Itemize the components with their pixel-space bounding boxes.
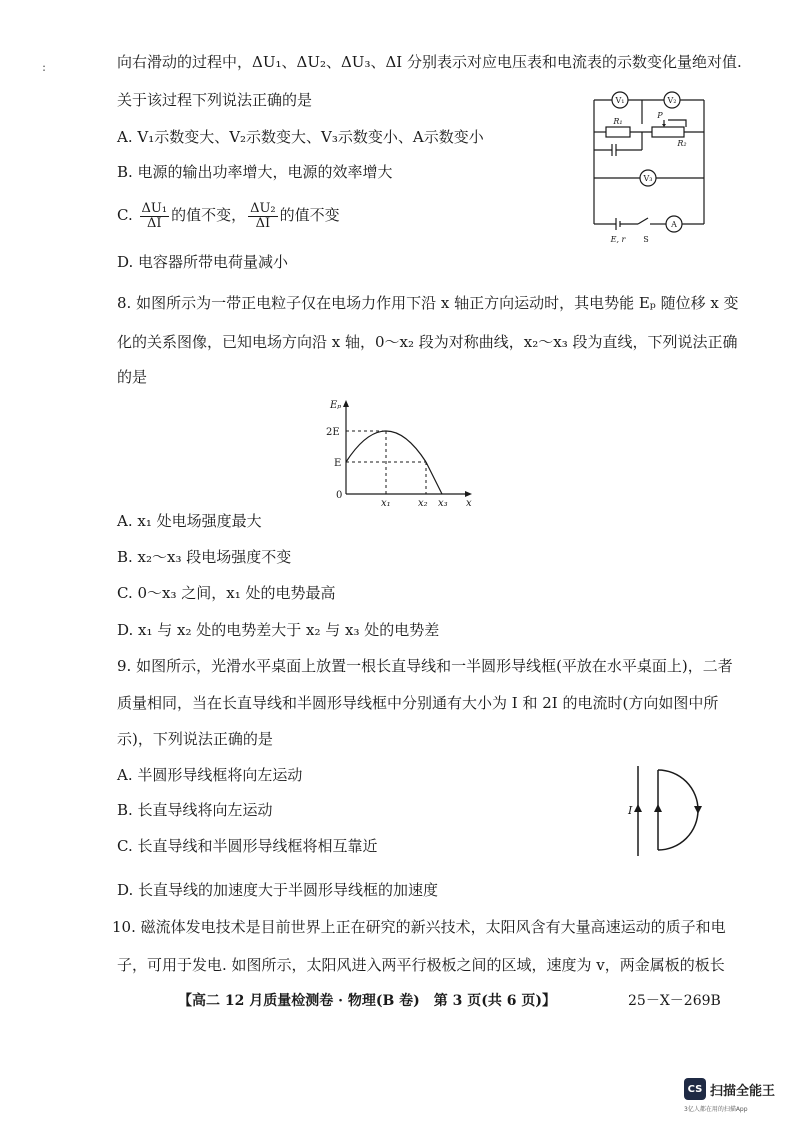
q8-option-c: C. 0～x₃ 之间，x₁ 处的电势最高 [117,584,336,602]
voltmeter-v1-label: V₁ [615,96,625,105]
graph-origin: 0 [336,490,343,501]
switch-label: S [643,235,649,244]
q10-line1: 10. 磁流体发电技术是目前世界上正在研究的新兴技术，太阳风含有大量高速运动的质子和电 [112,918,726,936]
graph-tick-x2: x₂ [418,498,428,508]
q7-option-c-fraction-1 [140,202,170,231]
fraction-denominator: ΔI [147,215,162,231]
wire-current-label: I [628,804,633,817]
q7-option-a: A. V₁示数变大、V₂示数变大、V₃示数变小、A示数变小 [117,128,484,146]
resistor-r1-label: R₁ [613,117,623,126]
slider-p-label: P [657,111,663,120]
q7-line2: 关于该过程下列说法正确的是 [117,91,313,109]
voltmeter-v2-label: V₂ [667,96,677,105]
page-footer-title: 【高二 12 月质量检测卷 · 物理(B 卷) 第 3 页(共 6 页)】 [178,993,557,1009]
q9-line1: 9. 如图所示，光滑水平桌面上放置一根长直导线和一半圆形导线框(平放在水平桌面上)，二者 [117,657,733,675]
q7-option-c-suffix: 的值不变 [279,206,340,224]
resistor-r2-label: R₂ [677,139,687,148]
graph-x-axis-label: x [466,498,472,508]
q9-option-c: C. 长直导线和半圆形导线框将相互靠近 [117,837,378,855]
camscanner-logo: CS [684,1078,706,1100]
camscanner-name: 扫描全能王 [710,1084,776,1099]
q8-line2: 化的关系图像，已知电场方向沿 x 轴，0～x₂ 段为对称曲线，x₂～x₃ 段为直线，下列说法正确 [117,333,738,351]
q9-line3: 示)，下列说法正确的是 [117,730,273,748]
q10-line2: 子，可用于发电. 如图所示，太阳风进入两平行极板之间的区域，速度为 v，两金属板的板长 [117,956,725,974]
q7-option-c [117,198,340,232]
q9-line2: 质量相同，当在长直导线和半圆形导线框中分别通有大小为 I 和 2I 的电流时(方向如图中所 [117,694,719,712]
q7-option-c-mid: 的值不变， [171,206,247,224]
margin-mark: : [42,60,47,74]
graph-tick-2e: 2E [326,427,340,438]
q8-energy-graph [318,396,478,508]
q8-option-a: A. x₁ 处电场强度最大 [117,512,262,530]
q8-line1: 8. 如图所示为一带正电粒子仅在电场力作用下沿 x 轴正方向运动时，其电势能 Eₚ 随位移 x 变 [117,294,739,312]
q9-wire-figure [624,760,714,860]
fraction-denominator: ΔI [255,215,271,231]
q7-option-c-prefix: C. [117,206,133,224]
fraction-numerator: ΔU₁ [141,200,168,216]
camscanner-tagline: 3亿人都在用的扫描App [684,1106,748,1113]
graph-y-axis-label: Eₚ [330,400,342,411]
q8-line3: 的是 [117,368,148,386]
q7-option-d: D. 电容器所带电荷量减小 [117,253,289,271]
ammeter-label: A [671,220,677,229]
graph-tick-x1: x₁ [381,498,391,508]
voltmeter-v3-label: V₃ [643,174,653,183]
source-label: E, r [610,235,626,244]
graph-tick-e: E [334,458,342,469]
q9-option-d: D. 长直导线的加速度大于半圆形导线框的加速度 [117,881,439,899]
q7-line1: 向右滑动的过程中，ΔU₁、ΔU₂、ΔU₃、ΔI 分别表示对应电压表和电流表的示数变化量绝对值. [117,53,742,71]
q7-option-b: B. 电源的输出功率增大，电源的效率增大 [117,163,393,181]
page-footer-code: 25－X－269B [628,993,721,1009]
fraction-numerator: ΔU₂ [250,200,276,216]
q7-circuit-diagram [586,86,716,246]
graph-tick-x3: x₃ [438,498,448,508]
q8-option-b: B. x₂～x₃ 段电场强度不变 [117,548,292,566]
q9-option-a: A. 半圆形导线框将向左运动 [117,766,303,784]
q9-option-b: B. 长直导线将向左运动 [117,801,273,819]
q7-option-c-fraction-2 [248,202,278,231]
q8-option-d: D. x₁ 与 x₂ 处的电势差大于 x₂ 与 x₃ 处的电势差 [117,621,440,639]
